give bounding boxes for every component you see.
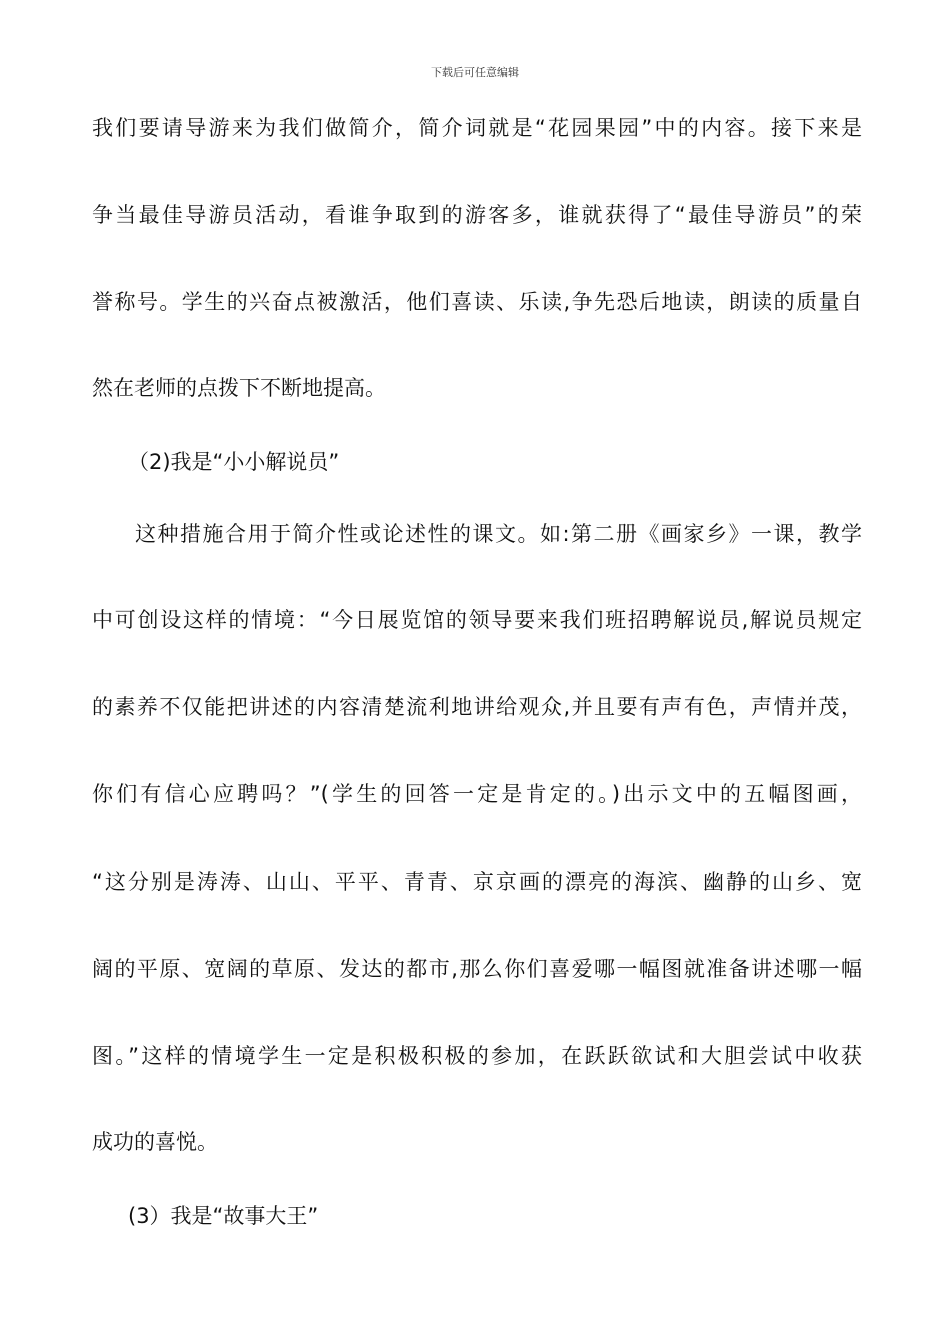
heading-line: （2)我是“小小解说员” <box>128 450 340 474</box>
heading-line: (3）我是“故事大王” <box>128 1204 319 1228</box>
text-line: 争当最佳导游员活动，看谁争取到的游客多，谁就获得了“最佳导游员”的荣 <box>92 203 862 227</box>
text-line: 我们要请导游来为我们做简介，简介词就是“花园果园”中的内容。接下来是 <box>92 116 862 140</box>
text-line: “这分别是涛涛、山山、平平、青青、京京画的漂亮的海滨、幽静的山乡、宽 <box>92 870 862 894</box>
text-line: 阔的平原、宽阔的草原、发达的都市,那么你们喜爱哪一幅图就准备讲述哪一幅 <box>92 957 862 981</box>
text-line: 成功的喜悦。 <box>92 1130 218 1154</box>
text-line: 图。”这样的情境学生一定是积极积极的参加，在跃跃欲试和大胆尝试中收获 <box>92 1044 862 1068</box>
text-line: 然在老师的点拨下不断地提高。 <box>92 376 386 400</box>
text-line: 中可创设这样的情境：“今日展览馆的领导要来我们班招聘解说员,解说员规定 <box>92 608 862 632</box>
text-line: 这种措施合用于简介性或论述性的课文。如:第二册《画家乡》一课，教学 <box>135 522 862 546</box>
text-line: 的素养不仅能把讲述的内容清楚流利地讲给观众,并且要有声有色，声情并茂， <box>92 695 862 719</box>
page-header: 下载后可任意编辑 <box>431 66 519 79</box>
text-line: 你们有信心应聘吗？”(学生的回答一定是肯定的。)出示文中的五幅图画， <box>92 782 862 806</box>
text-line: 誉称号。学生的兴奋点被激活，他们喜读、乐读,争先恐后地读，朗读的质量自 <box>92 290 862 314</box>
